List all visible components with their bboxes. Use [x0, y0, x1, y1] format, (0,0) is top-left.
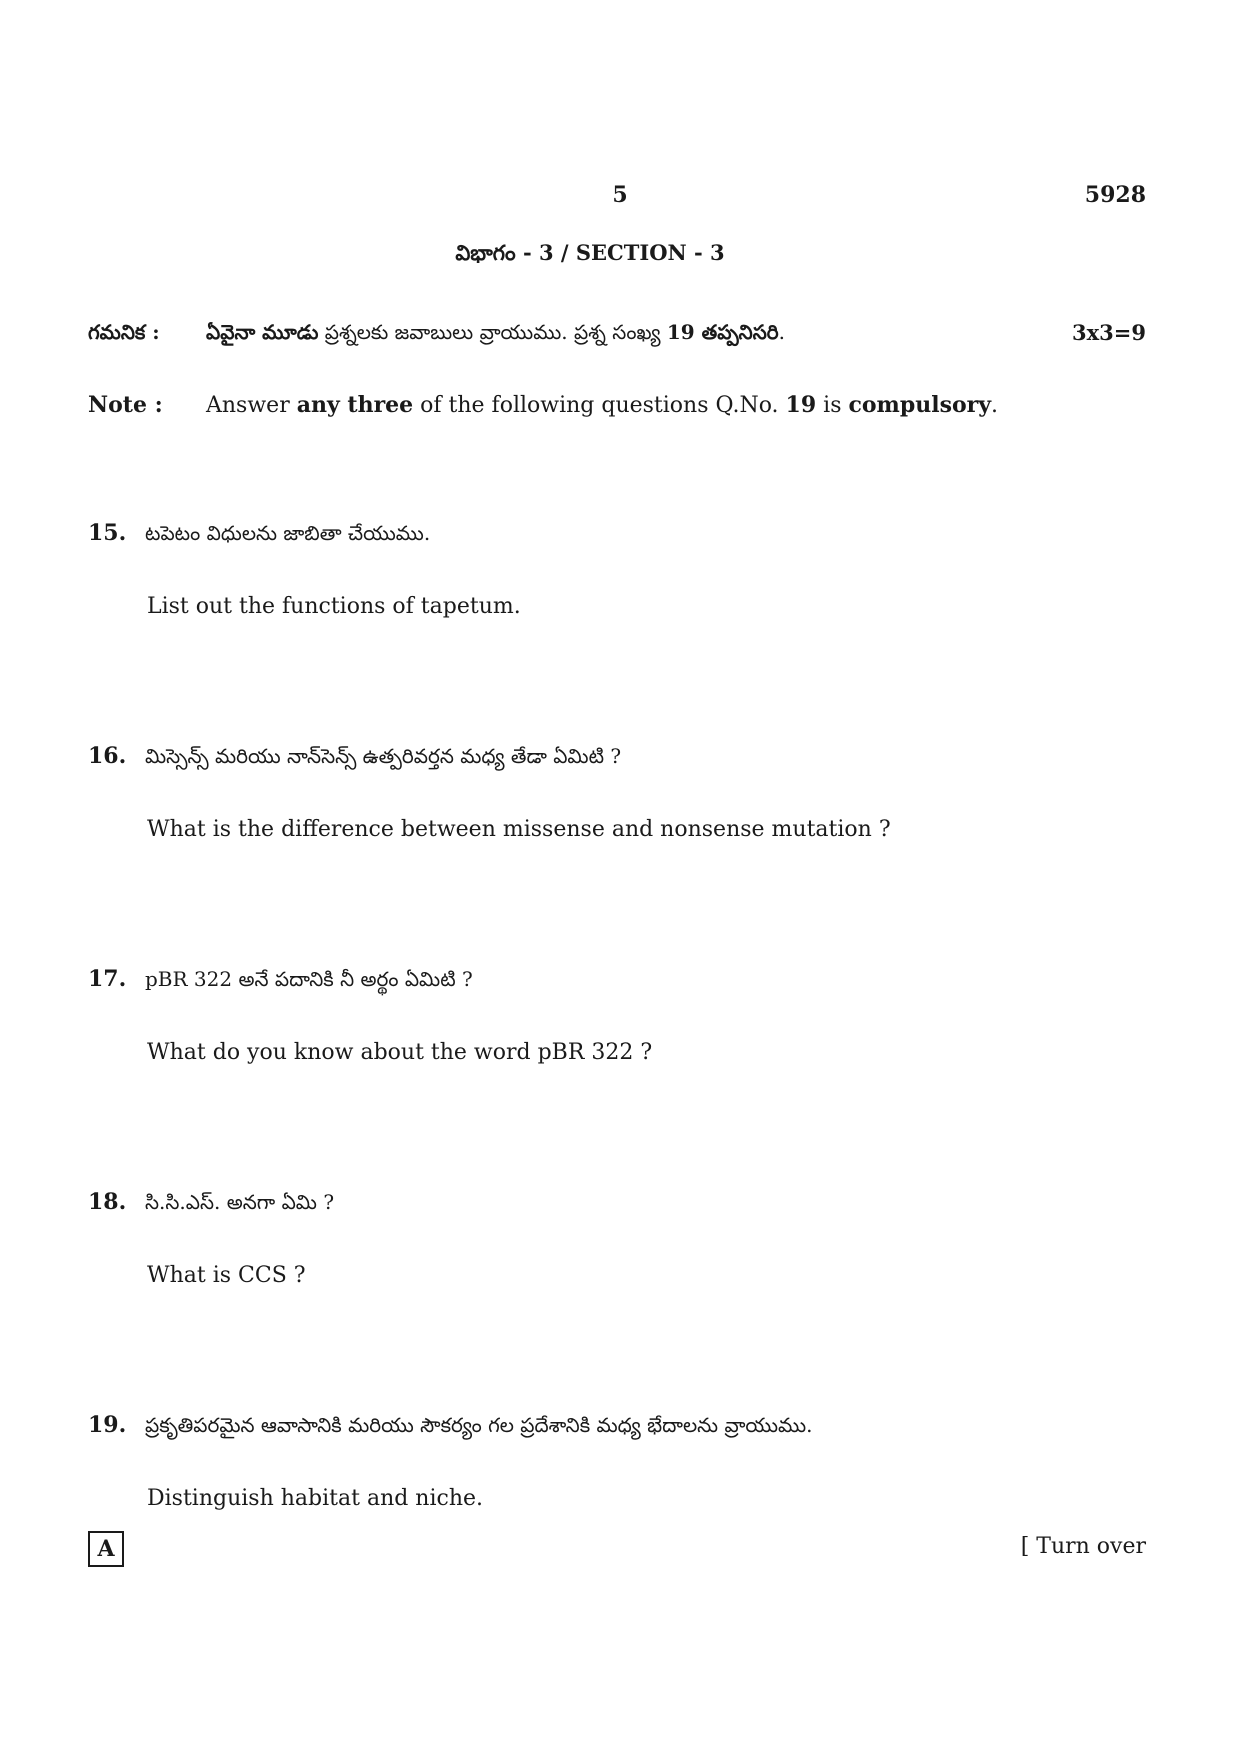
note-emphasis-any-three-te: ఏవైనా మూడు — [206, 320, 319, 344]
question-english: Distinguish habitat and niche. — [147, 1486, 484, 1511]
note-text-te-end: . — [778, 320, 785, 344]
note-en-compulsory: compulsory — [848, 392, 992, 418]
question-telugu: మిస్సెన్స్ మరియు నాన్‌సెన్స్ ఉత్పరివర్తన మధ్య తేడా ఏమిటి ? — [145, 744, 622, 768]
marks-allocation: 3x3=9 — [1072, 320, 1146, 345]
question-english: What is CCS ? — [147, 1263, 306, 1288]
note-en-qno: 19 — [785, 392, 817, 418]
question-english: What is the difference between missense and nonsense mutation ? — [147, 817, 891, 842]
note-emphasis-compulsory-te: 19 తప్పనిసరి — [666, 320, 779, 344]
paper-code: 5928 — [1084, 182, 1146, 208]
note-en-part2: of the following questions Q.No. — [413, 393, 786, 418]
note-label-telugu: గమనిక : — [88, 320, 160, 344]
question-english: List out the functions of tapetum. — [147, 594, 521, 619]
note-text-english — [206, 392, 998, 418]
question-number: 19. — [88, 1412, 127, 1438]
turn-over-text: [ Turn over — [1020, 1534, 1146, 1559]
question-telugu: pBR 322 అనే పదానికి నీ అర్థం ఏమిటి ? — [145, 967, 473, 991]
question-english: What do you know about the word pBR 322 ? — [147, 1040, 653, 1065]
question-telugu: సి.సి.ఎస్. అనగా ఏమి ? — [145, 1190, 335, 1214]
section-title: విభాగం - 3 / SECTION - 3 — [455, 240, 725, 265]
question-number: 16. — [88, 743, 127, 769]
note-en-part3: is — [816, 393, 849, 418]
note-text-telugu — [206, 320, 785, 349]
question-number: 18. — [88, 1189, 127, 1215]
page-number: 5 — [612, 182, 628, 208]
note-label-english: Note : — [88, 392, 163, 418]
note-en-part4: . — [991, 393, 999, 418]
note-en-any-three: any three — [296, 392, 414, 418]
note-en-part1: Answer — [206, 393, 297, 418]
question-telugu: ప్రకృతిపరమైన ఆవాసానికి మరియు సౌకర్యం గల ప్రదేశానికి మధ్య భేదాలను వ్రాయుము. — [145, 1413, 813, 1437]
question-number: 17. — [88, 966, 127, 992]
set-letter-box: A — [88, 1531, 124, 1567]
question-number: 15. — [88, 520, 127, 546]
note-text-te-middle: ప్రశ్నలకు జవాబులు వ్రాయుము. ప్రశ్న సంఖ్య — [318, 320, 667, 344]
question-telugu: టపెటం విధులను జాబితా చేయుము. — [145, 521, 431, 545]
